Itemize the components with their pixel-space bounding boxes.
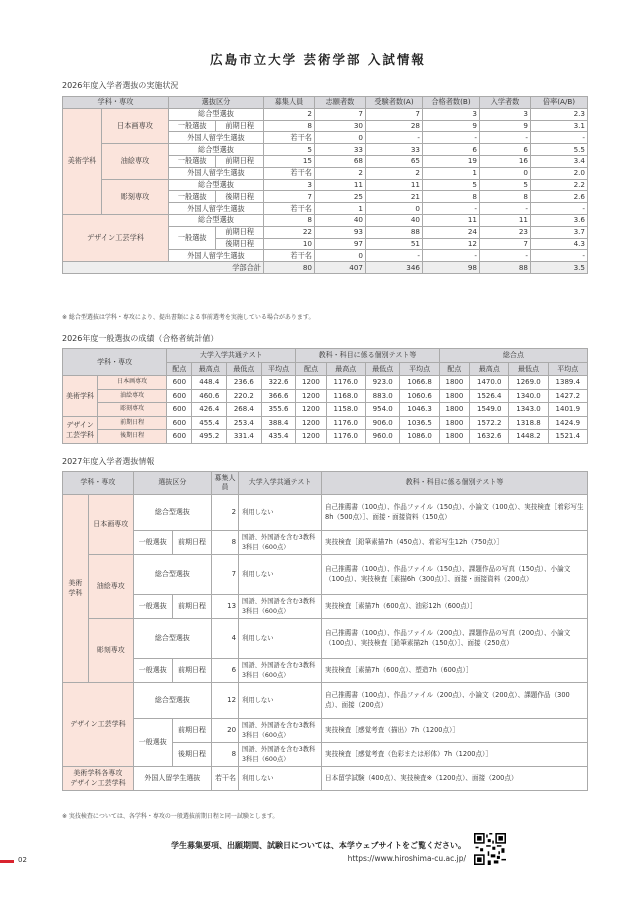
individual-test-cell: 実技検査［素描7h（600点）、油彩12h（600点）］ bbox=[322, 595, 588, 619]
cell: 2.0 bbox=[531, 167, 588, 179]
cell: 1200 bbox=[296, 403, 326, 417]
table-row bbox=[63, 619, 588, 659]
cell: 3.5 bbox=[531, 262, 588, 274]
category-cell: 外国人留学生選抜 bbox=[168, 250, 263, 262]
cell: 65 bbox=[366, 155, 423, 167]
cell: - bbox=[366, 250, 423, 262]
cell: 2 bbox=[315, 167, 366, 179]
dept-cell: 美術学科 bbox=[63, 495, 89, 683]
col-header: 学科・専攻 bbox=[63, 349, 167, 376]
cell: 1526.4 bbox=[470, 389, 509, 403]
cell: 268.4 bbox=[227, 403, 262, 417]
cell: 98 bbox=[423, 262, 480, 274]
cell: 388.4 bbox=[261, 416, 296, 430]
cell: 1200 bbox=[296, 416, 326, 430]
cell: 600 bbox=[167, 430, 192, 444]
section1-note: ※ 総合型選抜は学科・専攻により、提出書類による事前選考を実施している場合があります。 bbox=[62, 314, 315, 321]
cell: 455.4 bbox=[192, 416, 227, 430]
cell: 366.6 bbox=[261, 389, 296, 403]
cell: 1427.2 bbox=[548, 389, 587, 403]
cell: 10 bbox=[264, 238, 315, 250]
quota-cell: 7 bbox=[212, 555, 239, 595]
page-title: 広島市立大学 芸術学部 入試情報 bbox=[210, 52, 426, 67]
cell: - bbox=[423, 132, 480, 144]
cell: - bbox=[423, 203, 480, 215]
qr-code-icon[interactable] bbox=[474, 833, 506, 865]
cell: 3.7 bbox=[531, 226, 588, 238]
cell: 40 bbox=[315, 214, 366, 226]
cell: 12 bbox=[423, 238, 480, 250]
cell: - bbox=[480, 203, 531, 215]
cell: 1269.0 bbox=[509, 376, 548, 390]
individual-test-cell: 実技検査［感覚考査（描出）7h（1200点）］ bbox=[322, 719, 588, 743]
major-cell: 日本画専攻 bbox=[102, 108, 169, 143]
cell: 9 bbox=[480, 120, 531, 132]
cell: 426.4 bbox=[192, 403, 227, 417]
col-header: 選抜区分 bbox=[168, 97, 263, 109]
cell: 7 bbox=[366, 108, 423, 120]
cell: 2.6 bbox=[531, 191, 588, 203]
sub-header: 配点 bbox=[167, 362, 192, 376]
cell: 220.2 bbox=[227, 389, 262, 403]
cell: 8 bbox=[480, 191, 531, 203]
cell: 33 bbox=[366, 144, 423, 156]
major-cell: 日本画専攻 bbox=[88, 495, 133, 555]
sub-header: 最低点 bbox=[509, 362, 548, 376]
category-cell: 一般選抜 bbox=[168, 155, 216, 167]
cell: 3.1 bbox=[531, 120, 588, 132]
cell: 600 bbox=[167, 389, 192, 403]
quota-cell: 20 bbox=[212, 719, 239, 743]
individual-test-cell: 自己推薦書（100点）、作品ファイル（150点）、小論文（100点）、実技検査［着彩写生8h（500点）］、面接・面接資料（150点） bbox=[322, 495, 588, 531]
cell: 80 bbox=[264, 262, 315, 274]
common-test-cell: 利用しない bbox=[239, 619, 322, 659]
sub-header: 最高点 bbox=[326, 362, 365, 376]
cell: 1800 bbox=[439, 430, 469, 444]
sub-header: 配点 bbox=[296, 362, 326, 376]
cell: 51 bbox=[366, 238, 423, 250]
individual-test-cell: 自己推薦書（100点）、作品ファイル（200点）、小論文（200点）、課題作品（300点）、面接（200点） bbox=[322, 683, 588, 719]
cell: - bbox=[480, 132, 531, 144]
category-cell: 一般選抜 bbox=[133, 659, 172, 683]
cell: 3 bbox=[264, 179, 315, 191]
cell: 0 bbox=[315, 250, 366, 262]
table-row bbox=[63, 495, 588, 531]
cell: 33 bbox=[315, 144, 366, 156]
category-cell: 一般選抜 bbox=[133, 531, 172, 555]
quota-cell: 6 bbox=[212, 659, 239, 683]
quota-cell: 2 bbox=[212, 495, 239, 531]
cell: 1389.4 bbox=[548, 376, 587, 390]
cell: 600 bbox=[167, 416, 192, 430]
cell: 1401.9 bbox=[548, 403, 587, 417]
row-label: 油絵専攻 bbox=[98, 389, 167, 403]
sub-header: 平均点 bbox=[548, 362, 587, 376]
cell: 1318.8 bbox=[509, 416, 548, 430]
col-header: 募集人員 bbox=[212, 472, 239, 495]
cell: 68 bbox=[315, 155, 366, 167]
cell: 1176.0 bbox=[326, 416, 365, 430]
section3-heading: 2027年度入学者選抜情報 bbox=[62, 457, 155, 466]
schedule-cell: 後期日程 bbox=[216, 191, 264, 203]
cell: - bbox=[480, 250, 531, 262]
cell: 6 bbox=[480, 144, 531, 156]
schedule-cell: 前期日程 bbox=[172, 531, 211, 555]
cell: 331.4 bbox=[227, 430, 262, 444]
common-test-cell: 利用しない bbox=[239, 767, 322, 791]
admission-status-table bbox=[62, 96, 588, 274]
col-header: 倍率(A/B) bbox=[531, 97, 588, 109]
quota-cell: 8 bbox=[212, 531, 239, 555]
cell: 2 bbox=[366, 167, 423, 179]
col-header: 合格者数(B) bbox=[423, 97, 480, 109]
common-test-cell: 利用しない bbox=[239, 495, 322, 531]
dept-cell: デザイン工芸学科 bbox=[63, 214, 169, 261]
cell: 88 bbox=[366, 226, 423, 238]
cell: 1470.0 bbox=[470, 376, 509, 390]
category-cell: 外国人留学生選抜 bbox=[168, 167, 263, 179]
category-cell: 総合型選抜 bbox=[168, 214, 263, 226]
cell: 1176.0 bbox=[326, 376, 365, 390]
col-header: 受験者数(A) bbox=[366, 97, 423, 109]
schedule-cell: 前期日程 bbox=[216, 120, 264, 132]
cell: 1158.0 bbox=[326, 403, 365, 417]
cell: 若干名 bbox=[264, 167, 315, 179]
cell: - bbox=[531, 250, 588, 262]
sub-header: 最高点 bbox=[470, 362, 509, 376]
schedule-cell: 後期日程 bbox=[216, 238, 264, 250]
cell: 923.0 bbox=[365, 376, 400, 390]
cell: 1066.8 bbox=[400, 376, 439, 390]
category-cell: 総合型選抜 bbox=[133, 495, 211, 531]
cell: 600 bbox=[167, 376, 192, 390]
cell: 1521.4 bbox=[548, 430, 587, 444]
col-header: 大学入学共通テスト bbox=[239, 472, 322, 495]
cell: 1036.5 bbox=[400, 416, 439, 430]
cell: 448.4 bbox=[192, 376, 227, 390]
section3-note: ※ 実技検査については、各学科・専攻の一般選抜前期日程と同一試験とします。 bbox=[62, 813, 279, 820]
cell: 0 bbox=[480, 167, 531, 179]
cell: 23 bbox=[480, 226, 531, 238]
row-label: 後期日程 bbox=[98, 430, 167, 444]
table-row bbox=[63, 403, 588, 417]
cell: 若干名 bbox=[264, 250, 315, 262]
cell: - bbox=[531, 132, 588, 144]
cell: 3.4 bbox=[531, 155, 588, 167]
quota-cell: 13 bbox=[212, 595, 239, 619]
cell: 1340.0 bbox=[509, 389, 548, 403]
cell: 1176.0 bbox=[326, 430, 365, 444]
cell: 8 bbox=[423, 191, 480, 203]
table-row bbox=[63, 555, 588, 595]
common-test-cell: 利用しない bbox=[239, 683, 322, 719]
col-header: 総合点 bbox=[439, 349, 587, 363]
table-row bbox=[63, 376, 588, 390]
cell: 5 bbox=[264, 144, 315, 156]
cell: 1448.2 bbox=[509, 430, 548, 444]
category-cell: 総合型選抜 bbox=[168, 144, 263, 156]
individual-test-cell: 自己推薦書（100点）、作品ファイル（200点）、課題作品の写真（200点）、小論文（100点）、実技検査［鉛筆素描2h（150点）］、面接（250点） bbox=[322, 619, 588, 659]
cell: - bbox=[366, 132, 423, 144]
cell: 1632.6 bbox=[470, 430, 509, 444]
category-cell: 一般選抜 bbox=[168, 120, 216, 132]
category-cell: 一般選抜 bbox=[168, 191, 216, 203]
cell: 28 bbox=[366, 120, 423, 132]
cell: 236.6 bbox=[227, 376, 262, 390]
category-cell: 一般選抜 bbox=[133, 595, 172, 619]
cell: 40 bbox=[366, 214, 423, 226]
cell: 若干名 bbox=[264, 203, 315, 215]
grade-stats-table bbox=[62, 348, 588, 444]
row-label: 日本画専攻 bbox=[98, 376, 167, 390]
cell: 407 bbox=[315, 262, 366, 274]
col-header: 学科・専攻 bbox=[63, 472, 134, 495]
cell: 3 bbox=[480, 108, 531, 120]
cell: 9 bbox=[423, 120, 480, 132]
category-cell: 総合型選抜 bbox=[168, 108, 263, 120]
cell: 93 bbox=[315, 226, 366, 238]
cell: 1800 bbox=[439, 416, 469, 430]
cell: 3 bbox=[423, 108, 480, 120]
page-number: 02 bbox=[18, 856, 27, 864]
col-header: 学科・専攻 bbox=[63, 97, 169, 109]
cell: 1800 bbox=[439, 376, 469, 390]
category-cell: 外国人留学生選抜 bbox=[133, 767, 211, 791]
common-test-cell: 国語、外国語を含む3教科3科目（600点） bbox=[239, 719, 322, 743]
major-cell: 油絵専攻 bbox=[88, 555, 133, 619]
cell: 1200 bbox=[296, 389, 326, 403]
cell: 11 bbox=[366, 179, 423, 191]
cell: 954.0 bbox=[365, 403, 400, 417]
cell: 1424.9 bbox=[548, 416, 587, 430]
cell: 7 bbox=[264, 191, 315, 203]
cell: 97 bbox=[315, 238, 366, 250]
cell: 8 bbox=[264, 120, 315, 132]
quota-cell: 4 bbox=[212, 619, 239, 659]
quota-cell: 若干名 bbox=[212, 767, 239, 791]
cell: 3.6 bbox=[531, 214, 588, 226]
col-header: 募集人員 bbox=[264, 97, 315, 109]
cell: 1549.0 bbox=[470, 403, 509, 417]
cell: 1800 bbox=[439, 389, 469, 403]
common-test-cell: 国語、外国語を含む3教科3科目（600点） bbox=[239, 531, 322, 555]
col-header: 入学者数 bbox=[480, 97, 531, 109]
common-test-cell: 国語、外国語を含む3教科3科目（600点） bbox=[239, 595, 322, 619]
table-row bbox=[63, 659, 588, 683]
section1-heading: 2026年度入学者選抜の実施状況 bbox=[62, 81, 179, 90]
page-accent-bar bbox=[0, 860, 14, 863]
category-cell: 一般選抜 bbox=[133, 719, 172, 767]
cell: 495.2 bbox=[192, 430, 227, 444]
total-label: 学部合計 bbox=[63, 262, 264, 274]
category-cell: 外国人留学生選抜 bbox=[168, 132, 263, 144]
cell: 1572.2 bbox=[470, 416, 509, 430]
sub-header: 配点 bbox=[439, 362, 469, 376]
table-row bbox=[63, 767, 588, 791]
quota-cell: 12 bbox=[212, 683, 239, 719]
category-cell: 外国人留学生選抜 bbox=[168, 203, 263, 215]
cell: 600 bbox=[167, 403, 192, 417]
cell: 1343.0 bbox=[509, 403, 548, 417]
table-row bbox=[63, 683, 588, 719]
sub-header: 平均点 bbox=[400, 362, 439, 376]
cell: 1800 bbox=[439, 403, 469, 417]
cell: 1 bbox=[423, 167, 480, 179]
cell: 7 bbox=[480, 238, 531, 250]
cell: 1086.0 bbox=[400, 430, 439, 444]
individual-test-cell: 日本留学試験（400点）、実技検査※（1200点）、面接（200点） bbox=[322, 767, 588, 791]
sub-header: 最低点 bbox=[365, 362, 400, 376]
sub-header: 平均点 bbox=[261, 362, 296, 376]
cell: - bbox=[531, 203, 588, 215]
category-cell: 総合型選抜 bbox=[168, 179, 263, 191]
major-cell: 油絵専攻 bbox=[102, 144, 169, 179]
cell: 25 bbox=[315, 191, 366, 203]
individual-test-cell: 実技検査［鉛筆素描7h（450点）、着彩写生12h（750点）］ bbox=[322, 531, 588, 555]
admission-info-table bbox=[62, 471, 588, 791]
cell: 2.2 bbox=[531, 179, 588, 191]
category-cell: 総合型選抜 bbox=[133, 683, 211, 719]
cell: 0 bbox=[315, 132, 366, 144]
cell: 8 bbox=[264, 214, 315, 226]
cell: 346 bbox=[366, 262, 423, 274]
common-test-cell: 国語、外国語を含む3教科3科目（600点） bbox=[239, 743, 322, 767]
individual-test-cell: 実技検査［感覚考査（色彩または形体）7h（1200点）］ bbox=[322, 743, 588, 767]
cell: 16 bbox=[480, 155, 531, 167]
cell: 435.4 bbox=[261, 430, 296, 444]
sub-header: 最高点 bbox=[192, 362, 227, 376]
col-header: 志願者数 bbox=[315, 97, 366, 109]
cell: 1168.0 bbox=[326, 389, 365, 403]
cell: 906.0 bbox=[365, 416, 400, 430]
schedule-cell: 前期日程 bbox=[216, 155, 264, 167]
cell: 0 bbox=[366, 203, 423, 215]
category-cell: 総合型選抜 bbox=[133, 619, 211, 659]
col-header: 教科・科目に係る個別テスト等 bbox=[322, 472, 588, 495]
category-cell: 一般選抜 bbox=[168, 226, 216, 250]
cell: 883.0 bbox=[365, 389, 400, 403]
cell: 5 bbox=[480, 179, 531, 191]
cell: 1200 bbox=[296, 376, 326, 390]
schedule-cell: 前期日程 bbox=[172, 659, 211, 683]
cell: 21 bbox=[366, 191, 423, 203]
category-cell: 総合型選抜 bbox=[133, 555, 211, 595]
cell: - bbox=[423, 250, 480, 262]
col-header: 選抜区分 bbox=[133, 472, 211, 495]
cell: 15 bbox=[264, 155, 315, 167]
common-test-cell: 国語、外国語を含む3教科3科目（600点） bbox=[239, 659, 322, 683]
cell: 960.0 bbox=[365, 430, 400, 444]
cell: 5.5 bbox=[531, 144, 588, 156]
row-label: 彫刻専攻 bbox=[98, 403, 167, 417]
cell: 19 bbox=[423, 155, 480, 167]
table-row bbox=[63, 389, 588, 403]
col-header: 大学入学共通テスト bbox=[167, 349, 296, 363]
section2-heading: 2026年度一般選抜の成績（合格者統計値） bbox=[62, 334, 219, 343]
dept-cell: 美術学科各専攻 デザイン工芸学科 bbox=[63, 767, 134, 791]
dept-cell: 美術学科 bbox=[63, 108, 102, 214]
table-row bbox=[63, 430, 588, 444]
dept-cell: 美術学科 bbox=[63, 376, 98, 417]
row-label: 前期日程 bbox=[98, 416, 167, 430]
cell: 11 bbox=[423, 214, 480, 226]
cell: 6 bbox=[423, 144, 480, 156]
cell: 253.4 bbox=[227, 416, 262, 430]
cell: 1060.6 bbox=[400, 389, 439, 403]
schedule-cell: 前期日程 bbox=[172, 719, 211, 743]
major-cell: 彫刻専攻 bbox=[102, 179, 169, 214]
table-row bbox=[63, 719, 588, 743]
footer-notice: 学生募集要項、出願期間、試験日については、本学ウェブサイトをご覧ください。 bbox=[171, 841, 466, 850]
cell: 1200 bbox=[296, 430, 326, 444]
cell: 4.3 bbox=[531, 238, 588, 250]
schedule-cell: 前期日程 bbox=[172, 595, 211, 619]
cell: 88 bbox=[480, 262, 531, 274]
col-header: 教科・科目に係る個別テスト等 bbox=[296, 349, 439, 363]
cell: 若干名 bbox=[264, 132, 315, 144]
table-row bbox=[63, 531, 588, 555]
cell: 2 bbox=[264, 108, 315, 120]
cell: 22 bbox=[264, 226, 315, 238]
cell: 322.6 bbox=[261, 376, 296, 390]
cell: 1 bbox=[315, 203, 366, 215]
sub-header: 最低点 bbox=[227, 362, 262, 376]
schedule-cell: 後期日程 bbox=[172, 743, 211, 767]
cell: 7 bbox=[315, 108, 366, 120]
quota-cell: 8 bbox=[212, 743, 239, 767]
cell: 11 bbox=[480, 214, 531, 226]
major-cell: 彫刻専攻 bbox=[88, 619, 133, 683]
cell: 355.6 bbox=[261, 403, 296, 417]
cell: 24 bbox=[423, 226, 480, 238]
dept-cell: デザイン工芸学科 bbox=[63, 416, 98, 443]
dept-cell: デザイン工芸学科 bbox=[63, 683, 134, 767]
cell: 5 bbox=[423, 179, 480, 191]
cell: 11 bbox=[315, 179, 366, 191]
website-link[interactable]: https://www.hiroshima-cu.ac.jp/ bbox=[347, 854, 466, 863]
cell: 1046.3 bbox=[400, 403, 439, 417]
common-test-cell: 利用しない bbox=[239, 555, 322, 595]
schedule-cell: 前期日程 bbox=[216, 226, 264, 238]
table-row bbox=[63, 595, 588, 619]
individual-test-cell: 自己推薦書（100点）、作品ファイル（150点）、課題作品の写真（150点）、小論文（100点）、実技検査［素描6h（300点）］、面接・面接資料（200点） bbox=[322, 555, 588, 595]
table-row bbox=[63, 416, 588, 430]
cell: 460.6 bbox=[192, 389, 227, 403]
cell: 2.3 bbox=[531, 108, 588, 120]
individual-test-cell: 実技検査［素描7h（600点）、塑造7h（600点）］ bbox=[322, 659, 588, 683]
cell: 30 bbox=[315, 120, 366, 132]
